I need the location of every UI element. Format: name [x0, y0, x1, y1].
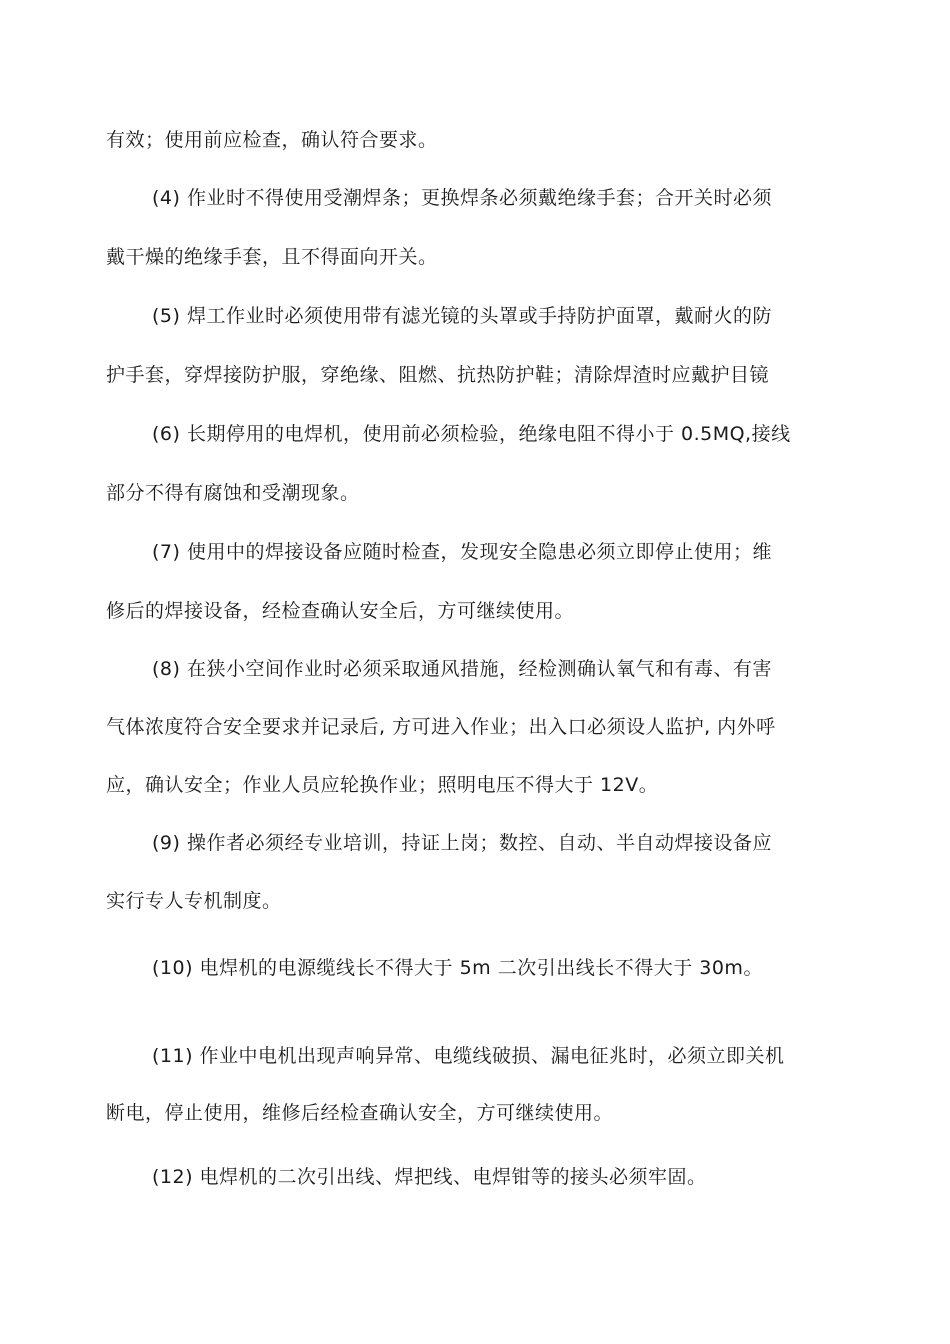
text-line: 修后的焊接设备，经检查确认安全后，方可继续使用。	[106, 600, 575, 622]
text-line: (4) 作业时不得使用受潮焊条；更换焊条必须戴绝缘手套；合开关时必须	[152, 187, 772, 209]
text-line: (6) 长期停用的电焊机，使用前必须检验，绝缘电阻不得小于 0.5MQ,接线	[152, 423, 791, 445]
text-line: 部分不得有腐蚀和受潮现象。	[106, 482, 360, 504]
text-line: (10) 电焊机的电源缆线长不得大于 5m 二次引出线长不得大于 30m。	[152, 957, 763, 979]
text-line: 气体浓度符合安全要求并记录后, 方可进入作业；出入口必须设人监护, 内外呼	[106, 716, 776, 738]
text-line: (9) 操作者必须经专业培训，持证上岗；数控、自动、半自动焊接设备应	[152, 832, 772, 854]
text-line: 应，确认安全；作业人员应轮换作业；照明电压不得大于 12V。	[106, 774, 659, 796]
text-line: 断电，停止使用，维修后经检查确认安全，方可继续使用。	[106, 1102, 614, 1124]
text-line: 有效；使用前应检查，确认符合要求。	[106, 129, 438, 151]
text-line: 护手套，穿焊接防护服，穿绝缘、阻燃、抗热防护鞋；清除焊渣时应戴护目镜	[106, 364, 770, 386]
text-line: (8) 在狭小空间作业时必须采取通风措施，经检测确认氧气和有毒、有害	[152, 658, 772, 680]
text-line: (11) 作业中电机出现声响异常、电缆线破损、漏电征兆时，必须立即关机	[152, 1045, 785, 1067]
text-line: 实行专人专机制度。	[106, 890, 282, 912]
text-line: 戴干燥的绝缘手套，且不得面向开关。	[106, 246, 438, 268]
text-line: (5) 焊工作业时必须使用带有滤光镜的头罩或手持防护面罩，戴耐火的防	[152, 305, 772, 327]
text-line: (12) 电焊机的二次引出线、焊把线、电焊钳等的接头必须牢固。	[152, 1166, 707, 1188]
text-line: (7) 使用中的焊接设备应随时检查，发现安全隐患必须立即停止使用；维	[152, 541, 772, 563]
